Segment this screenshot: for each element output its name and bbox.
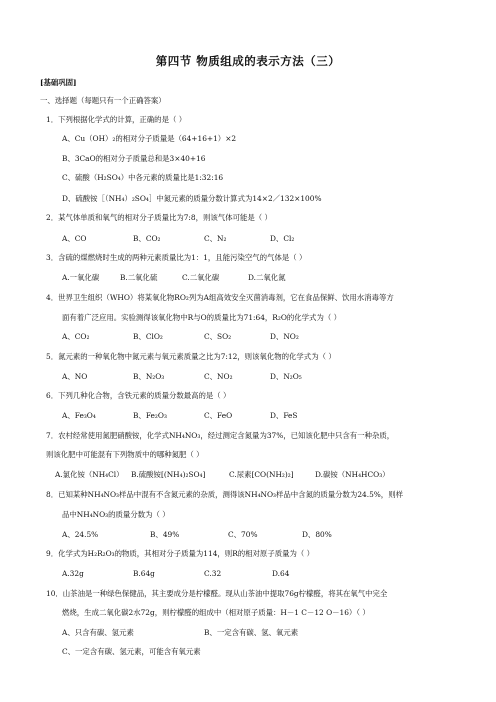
question-5-stem: 5．氮元素的一种氧化物中氮元素与氧元素质量之比为7:12，则该氧化物的化学式为（ ）: [46, 352, 336, 361]
question-4-option-a: A、CO₂: [62, 332, 90, 341]
question-1-option-d: D、硫酸铵［（NH₄）₂SO₄］中氮元素的质量分数计算式为14×2／132×100%: [62, 194, 322, 203]
question-3-option-c: C.二氧化碳: [182, 273, 220, 282]
question-9-option-c: C.32: [204, 569, 222, 578]
question-5-option-d: D、N₂O₅: [270, 372, 302, 381]
question-4-option-c: C、SO₂: [204, 332, 232, 341]
question-6-stem: 6．下列几种化合物，含铁元素的质量分数最高的是（ ）: [46, 391, 231, 400]
question-2-option-a: A、CO: [62, 234, 87, 243]
question-7-option-d: D.碳铵（NH₄HCO₃）: [315, 470, 390, 479]
question-6-option-a: A、Fe₃O₄: [62, 411, 96, 420]
question-10-stem: 10．山茶油是一种绿色保健品，其主要成分是柠檬醛。现从山茶油中提取76g柠檬醛，将其在氧气中完全: [46, 589, 388, 598]
question-8-option-a: A、24.5%: [62, 530, 99, 539]
question-10-option-c: C、一定含有碳、氢元素，可能含有氧元素: [62, 647, 201, 656]
question-9-option-a: A.32g: [62, 569, 84, 578]
section-label: [基础巩固]: [40, 78, 77, 87]
question-7-stem-continued: 则该化肥中可能混有下列物质中的哪种氮肥（ ）: [46, 450, 204, 459]
question-8-stem-continued: 品中NH₄NO₃的质量分数为（ ）: [62, 510, 170, 519]
question-8-option-b: B、49%: [150, 530, 180, 539]
question-8-option-c: C、70%: [228, 530, 258, 539]
question-4-option-d: D、NO₂: [270, 332, 299, 341]
question-8-stem: 8．已知某种NH₄NO₃样品中混有不含氮元素的杂质，测得该NH₄NO₃样品中含氮的质量分数为24.5%，则样: [46, 490, 403, 499]
question-10-stem-continued: 燃烧，生成二氧化碳2水72g，则柠檬醛的组成中（相对原子质量：H－1 C－12 O－16）（ ）: [62, 608, 370, 617]
part-heading: 一、选择题（每题只有一个正确答案）: [40, 96, 166, 105]
question-2-option-b: B、CO₂: [133, 234, 161, 243]
question-1-option-a: A、Cu（OH）₂的相对分子质量是（64+16+1）×2: [62, 134, 237, 143]
question-9-option-d: D.64: [272, 569, 290, 578]
question-10-option-b: B、一定含有碳、氢、氧元素: [204, 628, 299, 637]
question-3-option-a: A.一氧化碳: [62, 273, 100, 282]
question-5-option-b: B、N₂O₃: [133, 372, 165, 381]
question-7-option-c: C.尿素[CO(NH₂)₂]: [229, 470, 294, 479]
question-1-option-b: B、3CaO的相对分子质量总和是3×40+16: [62, 154, 206, 163]
question-5-option-c: C、NO₂: [204, 372, 233, 381]
question-7-stem: 7．农村经常使用氮肥硝酸铵，化学式NH₄NO₃，经过测定含氮量为37%，已知该化肥中只含有一种杂质，: [46, 431, 395, 440]
question-7-option-b: B.硫酸铵[(NH₄)₂SO₄]: [131, 470, 206, 479]
question-3-stem: 3．含硫的煤燃烧时生成的两种元素质量比为1：1，且能污染空气的气体是（ ）: [46, 253, 307, 262]
page-title: 第四节 物质组成的表示方法（三）: [155, 54, 341, 68]
question-1-option-c: C、硫酸（H₂SO₄）中各元素的质量比是1:32:16: [62, 173, 224, 182]
question-2-option-d: D、Cl₂: [270, 234, 295, 243]
question-6-option-c: C、FeO: [204, 411, 233, 420]
question-6-option-b: B、Fe₂O₃: [133, 411, 167, 420]
question-3-option-d: D.二氧化氮: [248, 273, 286, 282]
question-4-option-b: B、ClO₂: [133, 332, 163, 341]
question-1-stem: 1．下列根据化学式的计算，正确的是（ ）: [46, 115, 187, 124]
question-2-stem: 2．某气体单质和氧气的相对分子质量比为7:8，则该气体可能是（ ）: [46, 213, 272, 222]
question-7-option-a: A.氯化铵（NH₄Cl）: [55, 470, 124, 479]
question-3-option-b: B.二氧化硫: [120, 273, 158, 282]
question-4-stem-continued: 面有着广泛应用。实验测得该氧化物中R与O的质量比为71:64，R₂O的化学式为（ ）: [62, 313, 341, 322]
question-9-option-b: B.64g: [133, 569, 155, 578]
question-5-option-a: A、NO: [62, 372, 88, 381]
question-10-option-a: A、只含有碳、氢元素: [62, 628, 134, 637]
question-4-stem: 4．世界卫生组织（WHO）将某氧化物RO₂列为A组高效安全灭菌消毒剂，它在食品保鲜、饮用水消毒等方: [46, 293, 394, 302]
question-9-stem: 9．化学式为H₂R₂O₃的物质，其相对分子质量为114，则R的相对原子质量为（ ）: [46, 549, 315, 558]
question-2-option-c: C、N₂: [204, 234, 227, 243]
question-8-option-d: D、80%: [302, 530, 332, 539]
question-6-option-d: D、FeS: [270, 411, 298, 420]
